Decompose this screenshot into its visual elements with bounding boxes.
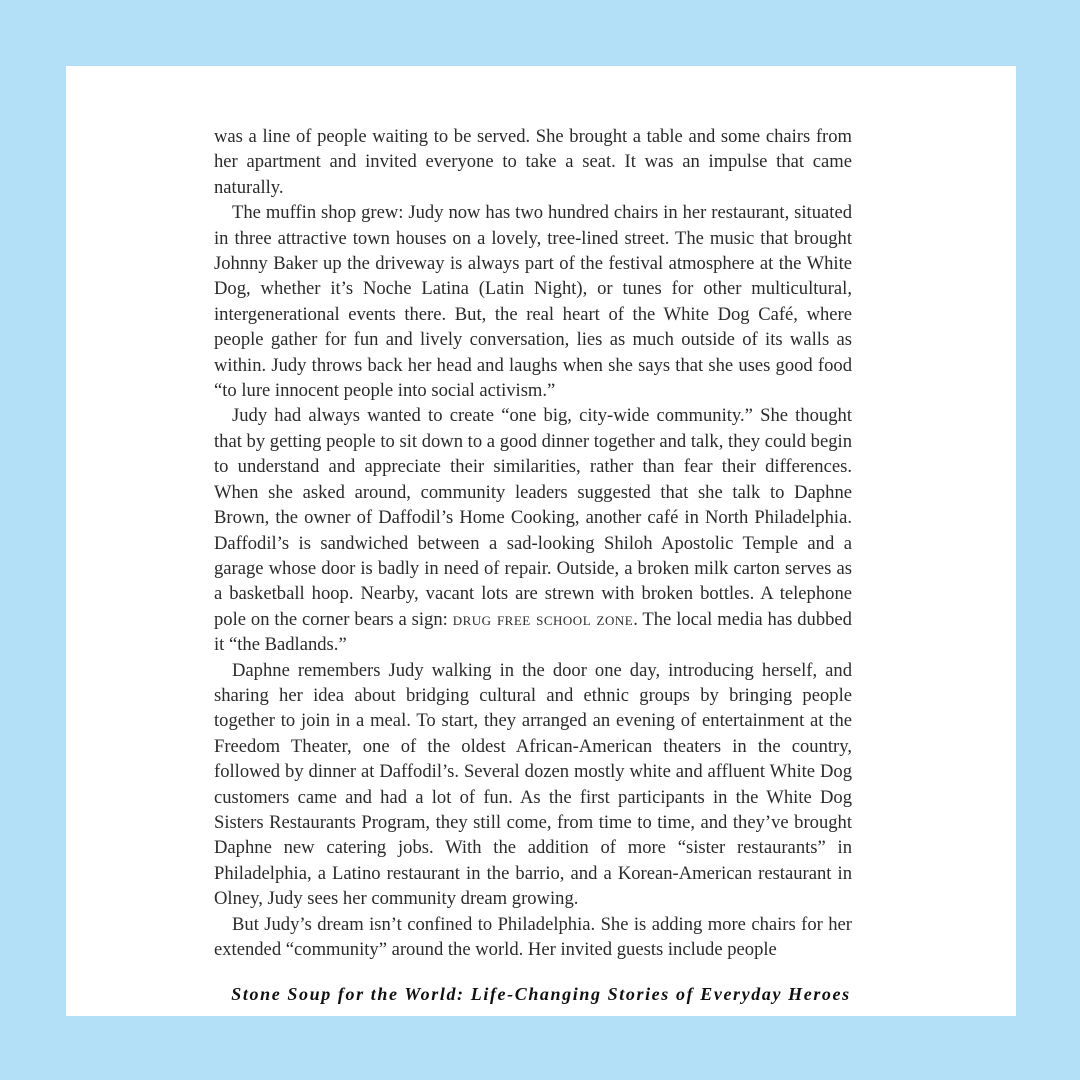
book-title-footer: Stone Soup for the World: Life-Changing Stories of Everyday Heroes (231, 984, 851, 1004)
paragraph-4: Daphne remembers Judy walking in the door one day, introducing herself, and sharing her idea about bridging cultural and ethnic groups by bringing people together to join in a meal. To start, they arranged an evening of entertainment at the Freedom Theater, one of the oldest African-American theaters in the country, followed by dinner at Daffodil’s. Several dozen mostly white and affluent White Dog customers came and had a lot of fun. As the first participants in the White Dog Sisters Restaurants Program, they still come, from time to time, and they’ve brought Daphne new catering jobs. With the addition of more “sister restaurants” in Philadelphia, a Latino restaurant in the barrio, and a Korean-American restaurant in Olney, Judy sees her community dream growing. (214, 659, 852, 910)
paragraph-2: The muffin shop grew: Judy now has two hundred chairs in her restaurant, situated in three attractive town houses on a lovely, tree-lined street. The music that brought Johnny Baker up the driveway is always part of the festival atmosphere at the White Dog, whether it’s Noche Latina (Latin Night), or tunes for other multicultural, intergenerational events there. But, the real heart of the White Dog Café, where people gather for fun and lively conversation, lies as much outside of its walls as within. Judy throws back her head and laughs when she says that she uses good food “to lure innocent people into social activism.” (214, 202, 852, 402)
body-text (214, 124, 852, 962)
paragraph-3-text-before: Judy had always wanted to create “one big, city-wide community.” She thought that by getting people to sit down to a good dinner together and talk, they could begin to understand and appreciate their similarities, rather than fear their differences. When she asked around, community leaders suggested that she talk to Daphne Brown, the owner of Daffodil’s Home Cooking, another café in North Philadelphia. Daffodil’s is sandwiched between a sad-looking Shiloh Apostolic Temple and a garage whose door is badly in need of repair. Outside, a broken milk carton serves as a basketball hoop. Nearby, vacant lots are strewn with broken bottles. A telephone pole on the corner bears a sign: (214, 405, 852, 630)
book-page (66, 66, 1016, 1016)
paragraph-3 (214, 403, 852, 657)
school-zone-sign-text: drug free school zone (452, 608, 634, 630)
paragraph-5: But Judy’s dream isn’t confined to Philadelphia. She is adding more chairs for her extended “community” around the world. Her invited guests include people (214, 913, 852, 960)
paragraph-1: was a line of people waiting to be served. She brought a table and some chairs from her apartment and invited everyone to take a seat. It was an impulse that came naturally. (214, 126, 852, 198)
paragraph-3-text-after: . The local media has dubbed it “the Badlands.” (214, 608, 852, 656)
